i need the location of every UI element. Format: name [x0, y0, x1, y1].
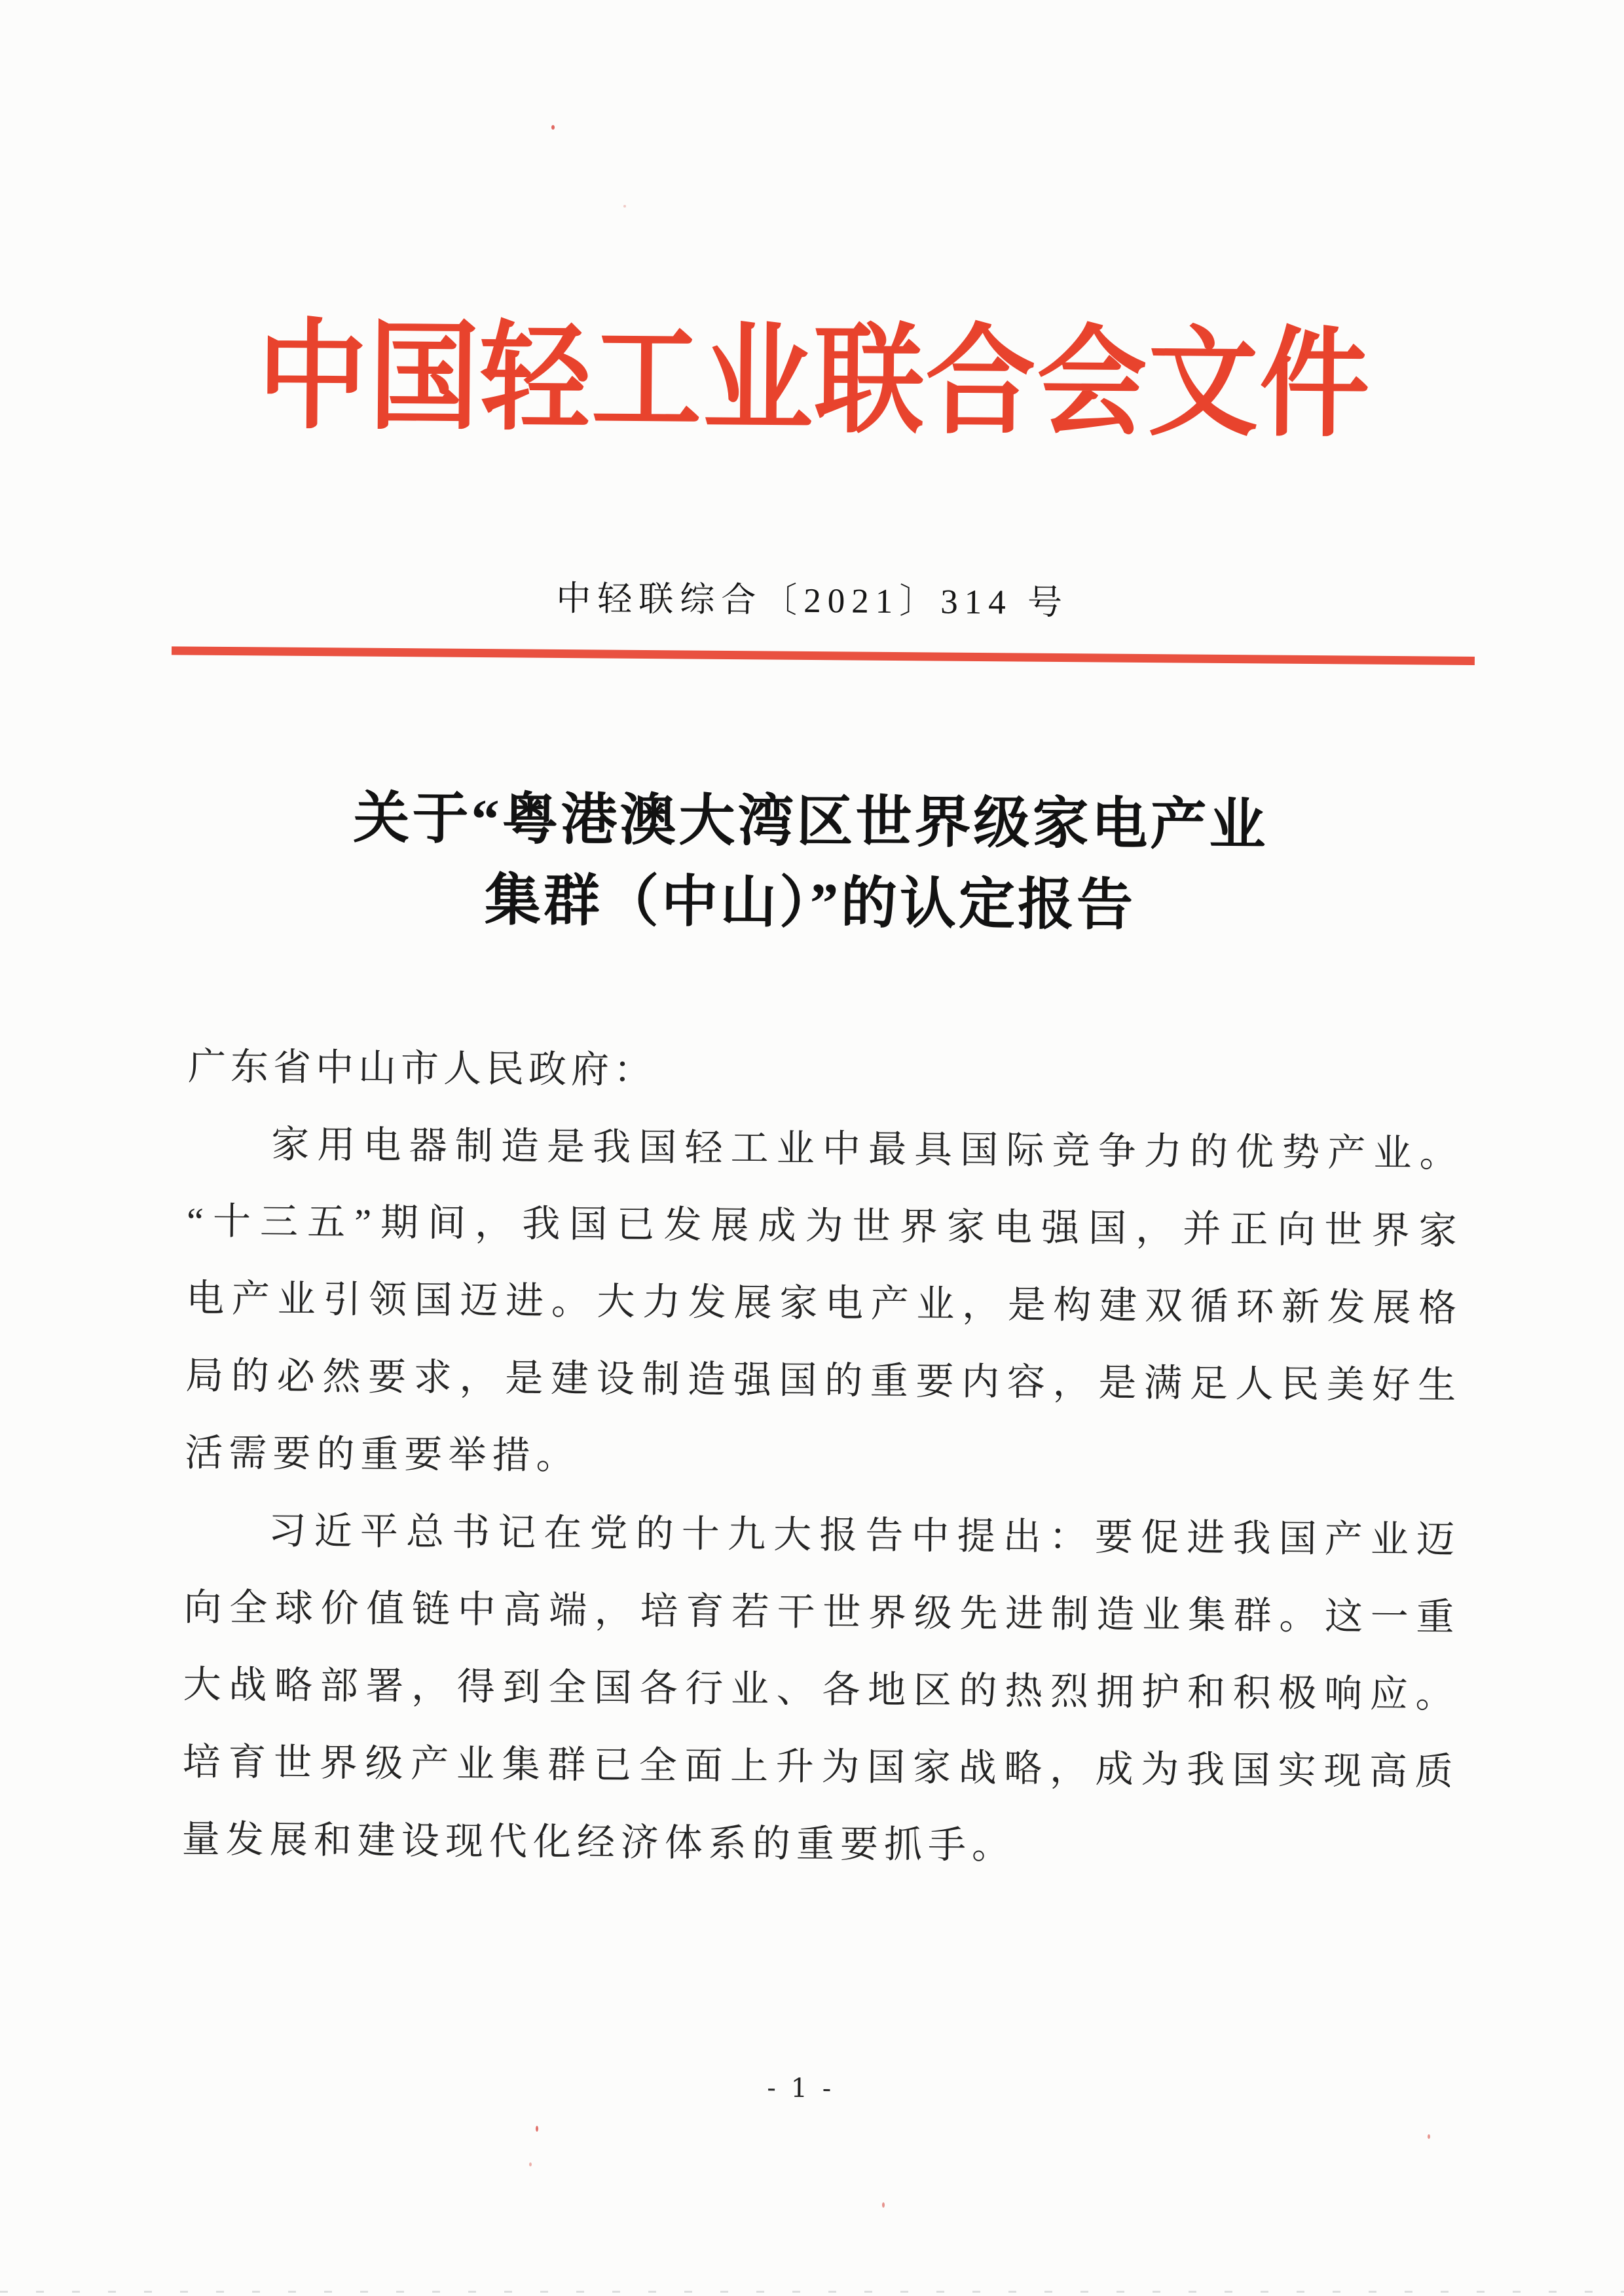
body-line: 向 全 球 价 值 链 中 高 端 ， 培 育 若 干 世 界 级 先 进 制 造 业 集 群 。 这 一 重 — [183, 1586, 1454, 1639]
body-text — [181, 1106, 1458, 1888]
salutation: 广东省中山市人民政府： — [187, 1045, 657, 1092]
scan-speck — [529, 2162, 532, 2166]
body-line: 局 的 必 然 要 求 ， 是 建 设 制 造 强 国 的 重 要 内 容 ， 是 满 足 人 民 美 好 生 — [185, 1354, 1456, 1407]
scan-speck — [551, 125, 555, 130]
document-title — [0, 774, 1623, 949]
page-number: - 1 - — [767, 2073, 835, 2104]
body-line: 习 近 平 总 书 记 在 党 的 十 九 大 报 告 中 提 出 ： 要 促 进 我 国 产 业 迈 — [268, 1509, 1455, 1561]
scan-speck — [623, 205, 626, 208]
body-line: 培 育 世 界 级 产 业 集 群 已 全 面 上 升 为 国 家 战 略 ， 成 为 我 国 实 现 高 质 — [182, 1740, 1453, 1793]
scan-speck — [882, 2202, 885, 2208]
scan-speck — [1428, 2134, 1430, 2139]
document-number: 中轻联综合〔2021〕314 号 — [556, 579, 1069, 623]
scan-speck — [536, 2126, 538, 2132]
document-title-line-2: 集群（中山）”的认定报告 — [484, 869, 1136, 937]
scan-edge-artifact — [0, 2291, 1624, 2293]
body-line: 电 产 业 引 领 国 迈 进 。 大 力 发 展 家 电 产 业 ， 是 构 建 双 循 环 新 发 展 格 — [185, 1277, 1457, 1330]
body-line: 家 用 电 器 制 造 是 我 国 轻 工 业 中 最 具 国 际 竞 争 力 的 优 势 产 业 。 — [270, 1123, 1458, 1175]
red-separator-rule — [172, 646, 1475, 665]
body-line: “ 十 三 五 ” 期 间 ， 我 国 已 发 展 成 为 世 界 家 电 强 国 ， 并 正 向 世 界 家 — [186, 1199, 1457, 1252]
body-line: 活 需 要 的 重 要 举 措 。 — [185, 1431, 574, 1478]
document-title-line-1: 关于“粤港澳大湾区世界级家电产业 — [353, 786, 1268, 857]
body-line: 量 发 展 和 建 设 现 代 化 经 济 体 系 的 重 要 抓 手 。 — [181, 1817, 1010, 1867]
org-header-title: 中国轻工业联合会文件 — [257, 311, 1372, 452]
body-line: 大 战 略 部 署 ， 得 到 全 国 各 行 业 、 各 地 区 的 热 烈 拥 护 和 积 极 响 应 。 — [183, 1663, 1454, 1716]
